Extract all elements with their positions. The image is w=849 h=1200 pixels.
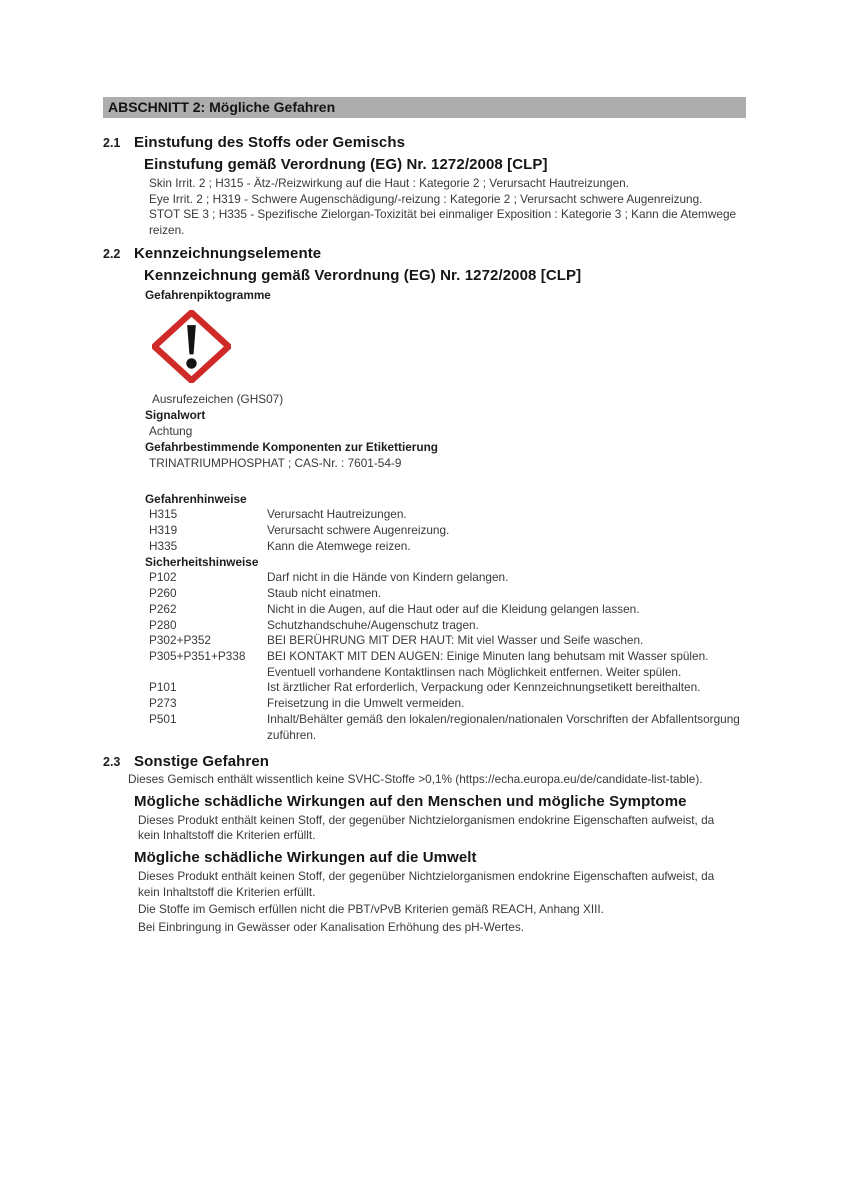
clp-classification-subtitle: Einstufung gemäß Verordnung (EG) Nr. 1272/2008 [CLP] (144, 156, 548, 173)
precaution-text: Nicht in die Augen, auf die Haut oder auf die Kleidung gelangen lassen. (267, 601, 640, 616)
precaution-text: BEI BERÜHRUNG MIT DER HAUT: Mit viel Wasser und Seife waschen. (267, 633, 644, 648)
table-row (149, 618, 746, 634)
table-row (149, 602, 746, 618)
precaution-text: Darf nicht in die Hände von Kindern gelangen. (267, 570, 509, 585)
precautionary-statements-label: Sicherheitshinweise (145, 555, 259, 570)
table-row (149, 539, 746, 555)
spacer (134, 471, 746, 491)
section-title: Sonstige Gefahren (134, 753, 270, 771)
classification-line: STOT SE 3 ; H335 - Spezifische Zielorgan-Toxizität bei einmaliger Exposition : Kategorie 3 ; Kann die Atemwege reizen. (149, 207, 737, 237)
hazard-components-label: Gefahrbestimmende Komponenten zur Etikettierung (145, 440, 438, 455)
precaution-text: Ist ärztlicher Rat erforderlich, Verpackung oder Kennzeichnungsetikett bereithalten. (267, 680, 701, 695)
section-2-2-heading (103, 245, 746, 262)
section-2-3-heading (103, 753, 746, 770)
table-row (149, 649, 746, 680)
signal-word-label: Signalwort (145, 408, 206, 423)
precaution-text: Inhalt/Behälter gemäß den lokalen/regionalen/nationalen Vorschriften der Abfallentsorgung zuführen. (267, 711, 740, 742)
table-row (149, 586, 746, 602)
precaution-code: P101 (149, 680, 177, 695)
hazard-code: H319 (149, 523, 178, 538)
classification-line: Skin Irrit. 2 ; H315 - Ätz-/Reizwirkung auf die Haut : Kategorie 2 ; Verursacht Hautreizungen. (149, 176, 629, 190)
section-title: Einstufung des Stoffs oder Gemischs (134, 134, 406, 151)
precaution-text: Schutzhandschuhe/Augenschutz tragen. (267, 617, 479, 632)
precaution-code: P262 (149, 601, 177, 616)
table-row (149, 633, 746, 649)
svhc-statement: Dieses Gemisch enthält wissentlich keine SVHC-Stoffe >0,1% (https://echa.europa.eu/de/candidate-list-table). (128, 772, 703, 787)
ph-statement: Bei Einbringung in Gewässer oder Kanalisation Erhöhung des pH-Wertes. (138, 919, 525, 934)
hazard-components-value: TRINATRIUMPHOSPHAT ; CAS-Nr. : 7601-54-9 (149, 456, 402, 471)
precaution-text: Freisetzung in die Umwelt vermeiden. (267, 696, 465, 711)
precaution-code: P102 (149, 570, 177, 585)
table-row (149, 523, 746, 539)
precaution-code: P260 (149, 586, 177, 601)
hazard-code: H335 (149, 538, 178, 553)
section-number: 2.1 (103, 136, 121, 150)
section-number: 2.2 (103, 247, 121, 262)
precaution-code: P501 (149, 711, 177, 726)
clp-labelling-subtitle: Kennzeichnung gemäß Verordnung (EG) Nr. 1272/2008 [CLP] (144, 267, 582, 285)
precautionary-statements-table (149, 570, 746, 743)
table-row (149, 570, 746, 586)
section-number: 2.3 (103, 755, 121, 770)
section-2-1-heading (103, 134, 746, 151)
pbt-statement: Die Stoffe im Gemisch erfüllen nicht die PBT/vPvB Kriterien gemäß REACH, Anhang XIII. (138, 902, 604, 917)
pictograms-label: Gefahrenpiktogramme (145, 288, 271, 303)
precaution-code: P280 (149, 617, 177, 632)
precaution-text: Staub nicht einatmen. (267, 586, 382, 601)
section-2-1-body (134, 156, 746, 238)
human-effects-text: Dieses Produkt enthält keinen Stoff, der gegenüber Nichtzielorganismen endokrine Eigenschaften aufweist, da kein Inhaltstoff die Kriterien erfüllt. (138, 812, 715, 843)
table-row (149, 712, 746, 743)
hazard-code: H315 (149, 507, 178, 522)
classification-line: Eye Irrit. 2 ; H319 - Schwere Augenschädigung/-reizung : Kategorie 2 ; Verursacht schwere Augenreizung. (149, 191, 703, 206)
hazard-statements-table (149, 507, 746, 554)
environment-effects-text: Dieses Produkt enthält keinen Stoff, der gegenüber Nichtzielorganismen endokrine Eigenschaften aufweist, da kein Inhaltstoff die Kriterien erfüllt. (138, 869, 715, 899)
ghs07-exclamation-icon (152, 310, 232, 388)
precaution-code: P305+P351+P338 (149, 649, 246, 663)
section-title: Kennzeichnungselemente (134, 245, 322, 263)
hazard-statements-label: Gefahrenhinweise (145, 492, 247, 507)
environment-effects-subtitle: Mögliche schädliche Wirkungen auf die Umwelt (134, 849, 477, 866)
precaution-code: P302+P352 (149, 633, 211, 648)
table-row (149, 680, 746, 696)
section-2-2-body (134, 267, 746, 743)
hazard-text: Verursacht Hautreizungen. (267, 507, 407, 522)
section-2-content (103, 97, 746, 935)
section-2-3-body (128, 772, 746, 935)
precaution-text: BEI KONTAKT MIT DEN AUGEN: Einige Minuten lang behutsam mit Wasser spülen. Eventuell vorhandene Kontaktlinsen nach Möglichkeit entfernen. Weiter spülen. (267, 649, 709, 679)
table-row (149, 696, 746, 712)
hazard-text: Verursacht schwere Augenreizung. (267, 523, 450, 538)
signal-word-value: Achtung (149, 424, 193, 439)
hazard-text: Kann die Atemwege reizen. (267, 538, 411, 553)
section-header-bar: ABSCHNITT 2: Mögliche Gefahren (103, 97, 746, 118)
pictogram-caption: Ausrufezeichen (GHS07) (152, 392, 284, 407)
table-row (149, 507, 746, 523)
human-effects-subtitle: Mögliche schädliche Wirkungen auf den Menschen und mögliche Symptome (134, 792, 687, 810)
precaution-code: P273 (149, 696, 177, 711)
